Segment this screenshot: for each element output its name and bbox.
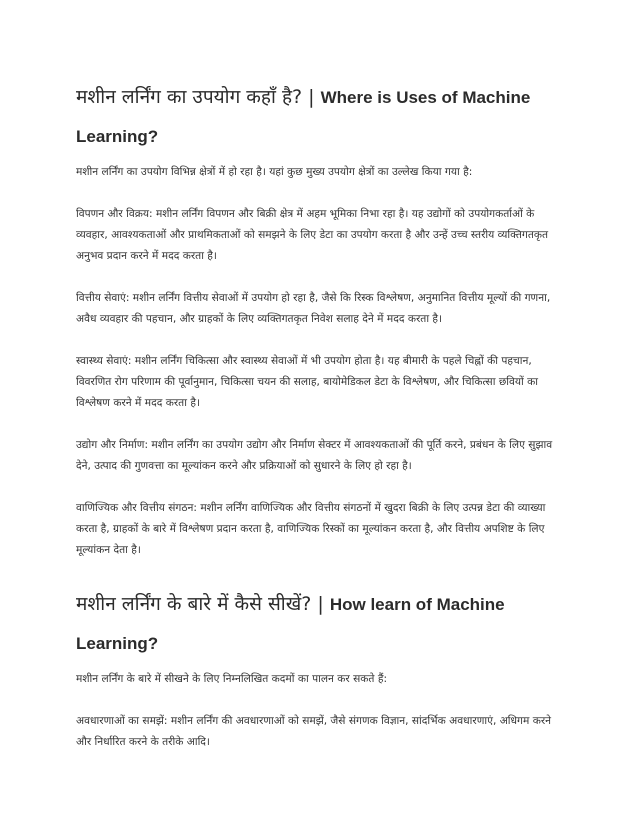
heading-uses-of-ml: [76, 78, 564, 156]
heading-english-part: How learn of Machine Learning?: [76, 595, 505, 653]
heading-how-to-learn-ml: [76, 585, 564, 663]
paragraph-concepts: अवधारणाओं का समझें: मशीन लर्निंग की अवधारणाओं को समझें, जैसे संगणक विज्ञान, सांदर्भिक अवधारणाएं, अधिगम करने और निर्धारित करने के तरीके आदि।: [76, 715, 552, 748]
paragraph-health-services: स्वास्थ्य सेवाएं: मशीन लर्निंग चिकित्सा और स्वास्थ्य सेवाओं में भी उपयोग होता है। यह बीमारी के पहले चिह्नों की पहचान, विवरणित रोग परिणाम की पूर्वानुमान, चिकित्सा चयन की सलाह, बायोमेडिकल डेटा के विश्लेषण, और चिकित्सा छवियों का विश्लेषण करने में मदद करता है।: [76, 355, 539, 409]
heading-hindi-part: मशीन लर्निंग का उपयोग कहाँ है? |: [76, 86, 321, 108]
heading-hindi-part: मशीन लर्निंग के बारे में कैसे सीखें? |: [76, 593, 330, 615]
paragraph-industry: उद्योग और निर्माण: मशीन लर्निंग का उपयोग उद्योग और निर्माण सेक्टर में आवश्यकताओं की पूर्ति करने, प्रबंधन के लिए सुझाव देने, उत्पाद की गुणवत्ता का मूल्यांकन करने और प्रक्रियाओं को सुधारने के लिए हो रहा है।: [76, 439, 553, 472]
paragraph-financial-services: वित्तीय सेवाएं: मशीन लर्निंग वित्तीय सेवाओं में उपयोग हो रहा है, जैसे कि रिस्क विश्लेषण, अनुमानित वित्तीय मूल्यों की गणना, अवैध व्यवहार की पहचान, और ग्राहकों के लिए व्यक्तिगतकृत निवेश सलाह देने में मदद करता है।: [76, 292, 551, 325]
intro-paragraph: मशीन लर्निंग का उपयोग विभिन्न क्षेत्रों में हो रहा है। यहां कुछ मुख्य उपयोग क्षेत्रों का उल्लेख किया गया है:: [76, 166, 473, 178]
heading-english-part: Where is Uses of Machine Learning?: [76, 88, 531, 146]
intro-paragraph: मशीन लर्निंग के बारे में सीखने के लिए निम्नलिखित कदमों का पालन कर सकते हैं:: [76, 673, 388, 685]
paragraph-marketing: विपणन और विक्रय: मशीन लर्निंग विपणन और बिक्री क्षेत्र में अहम भूमिका निभा रहा है। यह उद्योगों को उपयोगकर्ताओं के व्यवहार, आवश्यकताओं और प्राथमिकताओं को समझने के लिए डेटा का उपयोग करता है और उन्हें उच्च स्तरीय व्यक्तिगतकृत अनुभव प्रदान करने में मदद करता है।: [76, 208, 549, 262]
paragraph-commercial: वाणिज्यिक और वित्तीय संगठन: मशीन लर्निंग वाणिज्यिक और वित्तीय संगठनों में खुदरा बिक्री के लिए उत्पन्न डेटा की व्याख्या करता है, ग्राहकों के बारे में विश्लेषण प्रदान करता है, वाणिज्यिक रिस्कों का मूल्यांकन करता है, और वित्तीय अपशिष्ट के लिए मूल्यांकन देता है।: [76, 502, 546, 556]
